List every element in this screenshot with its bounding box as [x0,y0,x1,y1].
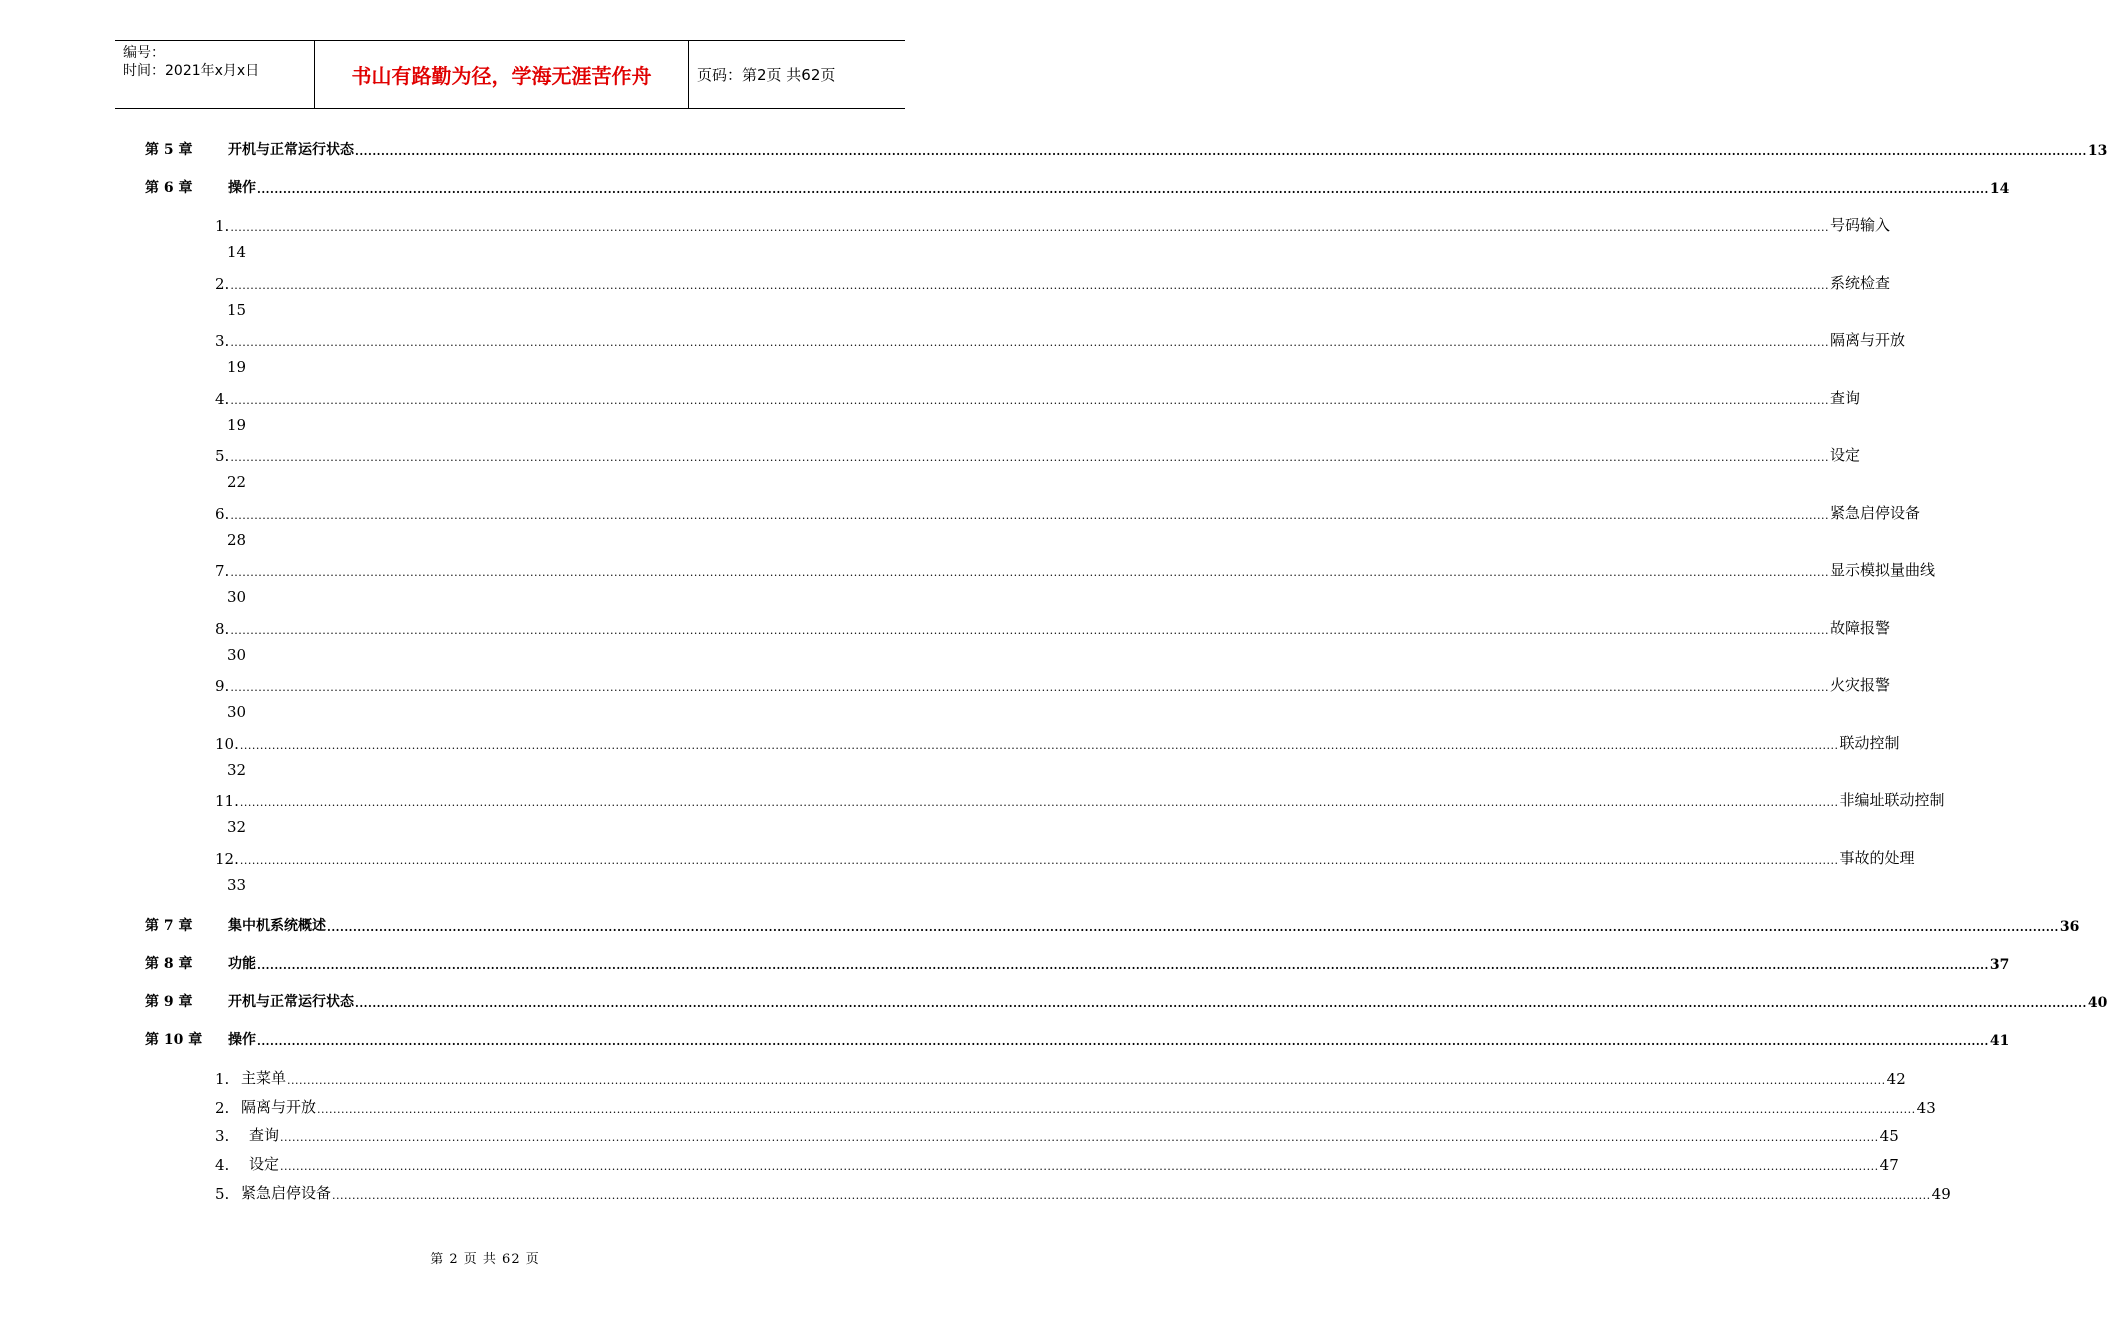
toc-section-row[interactable] [215,443,1860,465]
section-number: 7. [215,562,230,580]
section-page: 43 [1916,1099,1936,1117]
chapter-page: 13 [2087,143,2107,159]
chapter-page: 37 [1989,957,2010,973]
section-number: 3. [215,332,230,350]
section-page: 22 [227,473,247,491]
dot-leader: ................................................................................................................................................................................................................................................................................................................................................................................................................ [280,1131,1879,1144]
dot-leader: ................................................................................................................................................................................................................................................................................................................................................................................................................ [230,279,1829,292]
section-title: 号码输入 [1829,216,1890,234]
section-page: 28 [227,531,247,549]
toc-section-row[interactable] [215,1181,1951,1203]
chapter-number: 第 7 章 [145,918,193,934]
section-title: 主菜单 [241,1069,287,1087]
toc-section-row[interactable] [215,1066,1906,1088]
section-title: 设定 [249,1155,280,1173]
section-title: 系统检查 [1829,274,1890,292]
section-page: 14 [227,243,247,261]
section-title: 故障报警 [1829,619,1890,637]
section-page: 30 [227,703,247,721]
section-title: 查询 [1829,389,1860,407]
section-title: 火灾报警 [1829,676,1890,694]
section-number: 12. [215,850,239,868]
dot-leader: ................................................................................................................................................................................................................................................................................................................................................................................................................ [257,183,1989,196]
toc-chapter-row[interactable] [145,913,2080,935]
section-title: 查询 [249,1126,280,1144]
section-title: 隔离与开放 [1829,331,1905,349]
dot-leader: ................................................................................................................................................................................................................................................................................................................................................................................................................ [280,1160,1879,1173]
header-number-label: 编号： [123,45,165,61]
section-title: 紧急启停设备 [241,1184,332,1202]
chapter-title: 开机与正常运行状态 [228,142,354,158]
toc-section-row[interactable] [215,1152,1899,1174]
toc-chapter-row[interactable] [145,175,2010,197]
chapter-number: 第 9 章 [145,994,193,1010]
dot-leader: ................................................................................................................................................................................................................................................................................................................................................................................................................ [239,739,1839,752]
dot-leader: ................................................................................................................................................................................................................................................................................................................................................................................................................ [230,451,1829,464]
section-number: 5. [215,447,230,465]
chapter-title: 操作 [228,1032,256,1048]
dot-leader: ................................................................................................................................................................................................................................................................................................................................................................................................................ [230,394,1829,407]
section-page: 32 [227,818,247,836]
chapter-title: 操作 [228,180,256,196]
section-number: 8. [215,620,230,638]
dot-leader: ................................................................................................................................................................................................................................................................................................................................................................................................................ [239,796,1839,809]
section-title: 事故的处理 [1839,849,1915,867]
chapter-number: 第 8 章 [145,956,193,972]
page-header [115,40,905,109]
toc-section-row[interactable] [215,846,1915,868]
toc-section-row[interactable] [215,616,1890,638]
section-page: 32 [227,761,247,779]
section-number: 11. [215,792,239,810]
toc-section-row[interactable] [215,213,1890,235]
section-title: 紧急启停设备 [1829,504,1920,522]
dot-leader: ................................................................................................................................................................................................................................................................................................................................................................................................................ [355,145,2087,158]
chapter-title: 功能 [228,956,256,972]
toc-section-row[interactable] [215,386,1860,408]
section-page: 49 [1931,1185,1951,1203]
dot-leader: ................................................................................................................................................................................................................................................................................................................................................................................................................ [230,221,1829,234]
header-page-label: 页码：第2页 共62页 [697,66,836,84]
dot-leader: ................................................................................................................................................................................................................................................................................................................................................................................................................ [230,624,1829,637]
section-page: 15 [227,301,247,319]
section-title: 联动控制 [1839,734,1900,752]
chapter-page: 14 [1989,181,2010,197]
dot-leader: ................................................................................................................................................................................................................................................................................................................................................................................................................ [257,1035,1989,1048]
header-meta [115,41,315,108]
dot-leader: ................................................................................................................................................................................................................................................................................................................................................................................................................ [230,681,1829,694]
chapter-number: 第 10 章 [145,1032,203,1048]
toc-section-row[interactable] [215,501,1920,523]
section-number: 6. [215,505,230,523]
toc-chapter-row[interactable] [145,137,2107,159]
section-title: 隔离与开放 [241,1098,317,1116]
section-page: 33 [227,876,247,894]
section-number: 4. [215,390,230,408]
header-time-label: 时间：2021年x月x日 [123,63,260,79]
dot-leader: ................................................................................................................................................................................................................................................................................................................................................................................................................ [257,959,1989,972]
section-page: 45 [1879,1127,1899,1145]
chapter-page: 41 [1989,1033,2010,1049]
section-number: 5. [215,1185,230,1203]
toc-chapter-row[interactable] [145,951,2010,973]
section-number: 3. [215,1127,230,1145]
toc-section-row[interactable] [215,1095,1936,1117]
toc-section-row[interactable] [215,673,1890,695]
header-motto: 书山有路勤为径，学海无涯苦作舟 [315,41,689,108]
dot-leader: ................................................................................................................................................................................................................................................................................................................................................................................................................ [355,997,2087,1010]
chapter-number: 第 6 章 [145,180,193,196]
dot-leader: ................................................................................................................................................................................................................................................................................................................................................................................................................ [230,509,1829,522]
chapter-page: 40 [2087,995,2107,1011]
toc-chapter-row[interactable] [145,989,2107,1011]
toc-section-row[interactable] [215,788,1945,810]
section-number: 9. [215,677,230,695]
toc-section-row[interactable] [215,1123,1899,1145]
chapter-number: 第 5 章 [145,142,193,158]
section-number: 10. [215,735,239,753]
dot-leader: ................................................................................................................................................................................................................................................................................................................................................................................................................ [230,566,1829,579]
dot-leader: ................................................................................................................................................................................................................................................................................................................................................................................................................ [230,336,1829,349]
chapter-title: 集中机系统概述 [228,918,326,934]
toc-chapter-row[interactable] [145,1027,2010,1049]
toc-section-row[interactable] [215,558,1935,580]
dot-leader: ................................................................................................................................................................................................................................................................................................................................................................................................................ [327,921,2059,934]
dot-leader: ................................................................................................................................................................................................................................................................................................................................................................................................................ [317,1103,1916,1116]
dot-leader: ................................................................................................................................................................................................................................................................................................................................................................................................................ [287,1074,1886,1087]
toc-section-row[interactable] [215,328,1905,350]
section-page: 19 [227,416,247,434]
section-title: 显示模拟量曲线 [1829,561,1935,579]
chapter-page: 36 [2059,919,2080,935]
section-number: 1. [215,1070,230,1088]
section-title: 设定 [1829,446,1860,464]
toc-section-row[interactable] [215,731,1900,753]
section-number: 4. [215,1156,230,1174]
section-number: 2. [215,1099,230,1117]
section-page: 30 [227,646,247,664]
section-page: 19 [227,358,247,376]
section-page: 30 [227,588,247,606]
section-page: 42 [1886,1070,1906,1088]
page-footer: 第 2 页 共 62 页 [430,1252,540,1267]
chapter-title: 开机与正常运行状态 [228,994,354,1010]
toc-section-row[interactable] [215,271,1890,293]
section-number: 1. [215,217,230,235]
dot-leader: ................................................................................................................................................................................................................................................................................................................................................................................................................ [332,1189,1931,1202]
section-page: 47 [1879,1156,1899,1174]
section-number: 2. [215,275,230,293]
section-title: 非编址联动控制 [1839,791,1945,809]
dot-leader: ................................................................................................................................................................................................................................................................................................................................................................................................................ [239,854,1839,867]
